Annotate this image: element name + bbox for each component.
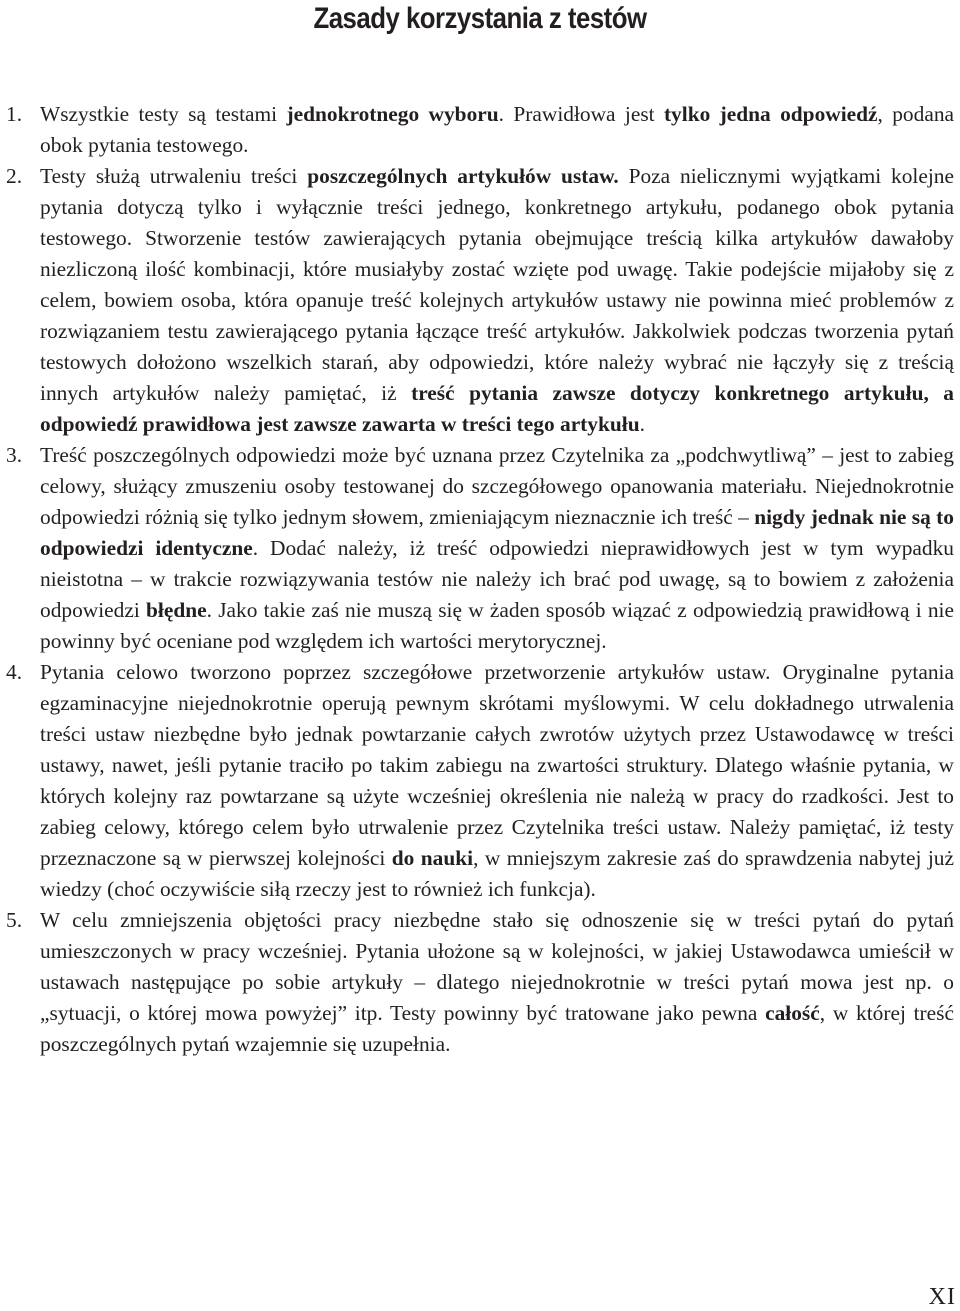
rule-number: 4. bbox=[6, 660, 23, 684]
rule-text: Testy służą utrwaleniu treści poszczególnych artykułów ustaw. Poza nielicznymi wyjątkami kolejne pytania dotyczą tylko i wyłącznie treści jednego, konkretnego artykułu, podanego obok pytania testowego. Stworzenie testów zawierających pytania obejmujące treścią kilka artykułów dawałoby niezliczoną ilość kombinacji, które musiałyby zostać wzięte pod uwagę. Takie podejście mijałoby się z celem, bowiem osoba, która opanuje treść kolejnych artykułów ustawy nie powinna mieć problemów z rozwiązaniem testu zawierającego pytania łączące treść artykułów. Jakkolwiek podczas tworzenia pytań testowych dołożono wszelkich starań, aby odpowiedzi, które należy wybrać nie łączyły się z treścią innych artykułów należy pamiętać, iż treść pytania zawsze dotyczy konkretnego artykułu, a odpowiedź prawidłowa jest zawsze zawarta w treści tego artykułu. bbox=[40, 164, 954, 436]
rule-item-4 bbox=[0, 657, 960, 905]
rule-text: Wszystkie testy są testami jednokrotnego wyboru. Prawidłowa jest tylko jedna odpowiedź, podana obok pytania testowego. bbox=[40, 102, 955, 157]
rule-text: Treść poszczególnych odpowiedzi może być uznana przez Czytelnika za „podchwytliwą” – jest to zabieg celowy, służący zmuszeniu osoby testowanej do szczegółowego opanowania materiału. Niejednokrotnie odpowiedzi różnią się tylko jednym słowem, zmieniającym nieznacznie ich treść – nigdy jednak nie są to odpowiedzi identyczne. Dodać należy, iż treść odpowiedzi nieprawidłowych jest w tym wypadku nieistotna – w trakcie rozwiązywania testów nie należy ich brać pod uwagę, są to bowiem z założenia odpowiedzi błędne. Jako takie zaś nie muszą się w żaden sposób wiązać z odpowiedzią prawidłową i nie powinny być oceniane pod względem ich wartości merytorycznej. bbox=[40, 443, 954, 653]
rule-number: 5. bbox=[6, 908, 23, 932]
rule-item-2 bbox=[0, 161, 960, 440]
rule-number: 3. bbox=[6, 443, 23, 467]
page-number: XI bbox=[928, 1284, 956, 1310]
rule-number: 2. bbox=[6, 164, 23, 188]
rule-item-5 bbox=[0, 905, 960, 1060]
rules-list bbox=[0, 99, 960, 1060]
rule-text: Pytania celowo tworzono poprzez szczegółowe przetworzenie artykułów ustaw. Oryginalne pytania egzaminacyjne niejednokrotnie operują pewnym skrótami myślowymi. W celu dokładnego utrwalenia treści ustaw niezbędne było jednak powtarzanie całych zwrotów użytych przez Ustawodawcę w treści ustawy, nawet, jeśli pytanie traciło po takim zabiegu na zwartości struktury. Dlatego właśnie pytania, w których kolejny raz powtarzane są użyte wcześniej określenia nie należą w pracy do rzadkości. Jest to zabieg celowy, którego celem było utrwalenie przez Czytelnika treści ustaw. Należy pamiętać, iż testy przeznaczone są w pierwszej kolejności do nauki, w mniejszym zakresie zaś do sprawdzenia nabytej już wiedzy (choć oczywiście siłą rzeczy jest to również ich funkcja). bbox=[40, 660, 954, 901]
rule-item-1 bbox=[0, 99, 960, 161]
page-title: Zasady korzystania z testów bbox=[313, 2, 647, 35]
rule-text: W celu zmniejszenia objętości pracy niezbędne stało się odnoszenie się w treści pytań do pytań umieszczonych w pracy wcześniej. Pytania ułożone są w kolejności, w jakiej Ustawodawca umieścił w ustawach następujące po sobie artykuły – dlatego niejednokrotnie w treści pytań mowa jest np. o „sytuacji, o której mowa powyżej” itp. Testy powinny być tratowane jako pewna całość, w której treść poszczególnych pytań wzajemnie się uzupełnia. bbox=[40, 908, 954, 1056]
rule-item-3 bbox=[0, 440, 960, 657]
rule-number: 1. bbox=[6, 102, 23, 126]
